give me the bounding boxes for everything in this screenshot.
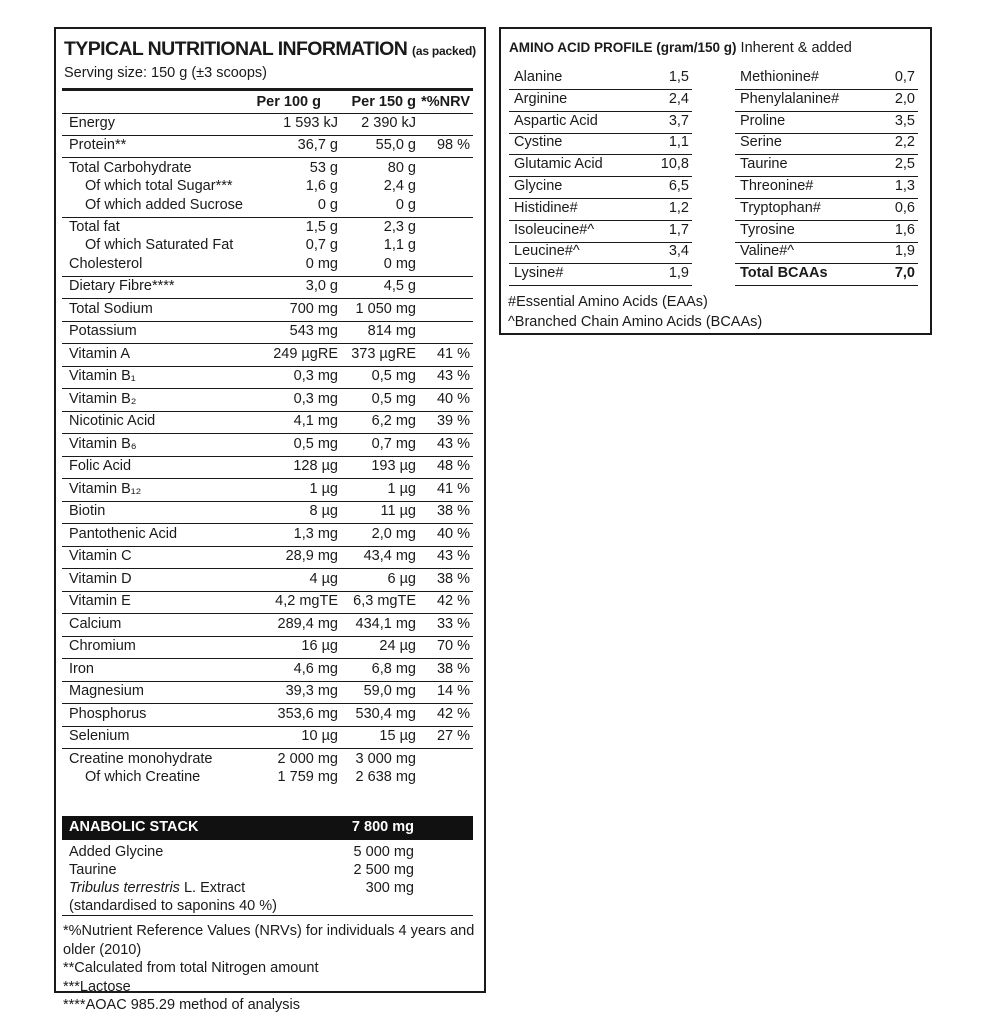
amino-row xyxy=(509,132,692,155)
nutrition-row xyxy=(62,569,473,592)
nutrition-row xyxy=(62,195,473,218)
amino-row xyxy=(509,89,692,112)
per-100-value: 8 µg xyxy=(309,503,338,519)
amino-acid-name: Methionine# xyxy=(740,69,819,85)
nrv-value: 14 % xyxy=(436,683,470,699)
nutrition-title-note: (as packed) xyxy=(412,44,476,58)
nrv-value: 42 % xyxy=(436,706,470,722)
amino-acid-value: 2,5 xyxy=(894,156,915,173)
per-100-value: 4,2 mgTE xyxy=(275,593,338,609)
stack-item-name: Taurine xyxy=(69,862,117,878)
nutrient-name: Iron xyxy=(69,661,94,677)
per-100-value: 2 000 mg xyxy=(277,751,338,767)
nutrient-name: Folic Acid xyxy=(69,458,132,474)
amino-row xyxy=(735,241,918,264)
serving-size: Serving size: 150 g (±3 scoops) xyxy=(64,65,267,81)
amino-row xyxy=(509,220,692,243)
nutrient-name: Creatine monohydrate xyxy=(69,751,213,767)
amino-acid-name: Aspartic Acid xyxy=(514,112,598,129)
nutrient-name: Cholesterol xyxy=(69,256,143,272)
nutrition-row xyxy=(62,501,473,524)
amino-row xyxy=(735,176,918,199)
amino-acid-value: 1,1 xyxy=(668,134,689,151)
amino-row xyxy=(735,67,918,90)
nutrition-row xyxy=(62,299,473,322)
nutrition-row xyxy=(62,636,473,659)
amino-acid-value: 1,9 xyxy=(894,243,915,260)
amino-total-row xyxy=(735,263,918,286)
nutrition-row xyxy=(62,254,473,277)
nutrition-row xyxy=(62,389,473,412)
nutrient-name: Of which Creatine xyxy=(85,769,201,785)
nutrient-name: Potassium xyxy=(69,323,137,339)
amino-acid-value: 0,7 xyxy=(894,69,915,85)
per-100-value: 39,3 mg xyxy=(285,683,338,699)
per-150-value: 2,0 mg xyxy=(371,526,416,542)
nutrient-name: Of which added Sucrose xyxy=(85,197,243,213)
per-150-value: 80 g xyxy=(387,160,416,176)
per-100-value: 28,9 mg xyxy=(285,548,338,564)
stack-item-name-italic: Tribulus terrestris xyxy=(69,880,180,896)
per-150-value: 0 mg xyxy=(383,256,416,272)
per-100-value: 0,3 mg xyxy=(293,391,338,407)
amino-row xyxy=(735,154,918,177)
per-150-value: 24 µg xyxy=(379,638,416,654)
per-150-value: 6,8 mg xyxy=(371,661,416,677)
per-100-value: 0,5 mg xyxy=(293,436,338,452)
nutrient-name: Vitamin D xyxy=(69,571,132,587)
per-100-value: 1 µg xyxy=(309,481,338,497)
nutrient-name: Vitamin B₂ xyxy=(69,391,137,407)
stack-item-value: 300 mg xyxy=(365,880,414,896)
per-150-value: 373 µgRE xyxy=(351,346,416,362)
stack-total: 7 800 mg xyxy=(351,819,414,835)
amino-acid-value: 2,4 xyxy=(668,90,689,107)
per-150-value: 1 050 mg xyxy=(355,301,416,317)
amino-row xyxy=(509,111,692,134)
amino-row xyxy=(735,89,918,112)
nutrition-row xyxy=(62,546,473,569)
header-per-150: Per 150 g xyxy=(351,94,416,110)
per-100-value: 1,6 g xyxy=(305,178,338,194)
nutrient-name: Total fat xyxy=(69,219,120,235)
per-100-value: 289,4 mg xyxy=(277,616,338,632)
per-150-value: 0,5 mg xyxy=(371,391,416,407)
nutrition-row xyxy=(62,366,473,389)
amino-row xyxy=(509,67,692,90)
per-100-value: 543 mg xyxy=(289,323,338,339)
amino-acid-name: Leucine#^ xyxy=(514,243,580,260)
nutrition-header-row xyxy=(62,88,473,114)
nutrition-row xyxy=(62,321,473,344)
nrv-value: 40 % xyxy=(436,391,470,407)
amino-acid-value: 2,0 xyxy=(894,90,915,107)
per-100-value: 700 mg xyxy=(289,301,338,317)
nutrient-name: Vitamin B₁₂ xyxy=(69,481,142,497)
amino-row xyxy=(735,132,918,155)
amino-acid-value: 1,7 xyxy=(668,221,689,238)
per-150-value: 0,7 mg xyxy=(371,436,416,452)
nutrition-row xyxy=(62,344,473,367)
nutrient-name: Vitamin B₁ xyxy=(69,368,136,384)
amino-acid-value: 1,6 xyxy=(894,221,915,238)
amino-acid-value: 3,4 xyxy=(668,243,689,260)
per-100-value: 3,0 g xyxy=(305,278,338,294)
amino-acid-value: 3,7 xyxy=(668,112,689,129)
per-150-value: 1 µg xyxy=(387,481,416,497)
nutrient-name: Chromium xyxy=(69,638,136,654)
nutrient-name: Nicotinic Acid xyxy=(69,413,156,429)
amino-row xyxy=(509,154,692,177)
per-150-value: 6,3 mgTE xyxy=(353,593,416,609)
per-150-value: 0,5 mg xyxy=(371,368,416,384)
amino-acid-value: 3,5 xyxy=(894,112,915,129)
nrv-value: 98 % xyxy=(436,137,470,153)
nutrient-name: Total Carbohydrate xyxy=(69,160,192,176)
nutrient-name: Calcium xyxy=(69,616,122,632)
stack-item xyxy=(62,862,473,880)
nrv-value: 43 % xyxy=(436,436,470,452)
amino-acid-name: Arginine xyxy=(514,90,568,107)
amino-footnotes xyxy=(508,292,762,332)
stack-item-name-rest: L. Extract xyxy=(179,880,246,896)
per-100-value: 1 759 mg xyxy=(277,769,338,785)
nutrition-row xyxy=(62,524,473,547)
amino-acid-value: 10,8 xyxy=(660,156,689,173)
amino-acid-name: Lysine# xyxy=(514,265,564,282)
per-150-value: 2 638 mg xyxy=(355,769,416,785)
footnote: ****AOAC 985.29 method of analysis xyxy=(63,997,300,1013)
nrv-value: 43 % xyxy=(436,548,470,564)
nrv-value: 40 % xyxy=(436,526,470,542)
amino-acid-value: 1,2 xyxy=(668,199,689,216)
per-150-value: 6 µg xyxy=(387,571,416,587)
nrv-value: 39 % xyxy=(436,413,470,429)
nutrition-row xyxy=(62,434,473,457)
nutrition-row xyxy=(62,659,473,682)
per-150-value: 59,0 mg xyxy=(363,683,416,699)
nutrition-row xyxy=(62,479,473,502)
amino-footnote: #Essential Amino Acids (EAAs) xyxy=(508,294,708,310)
per-150-value: 193 µg xyxy=(371,458,416,474)
amino-acid-name: Cystine xyxy=(514,134,563,151)
nutrient-name: Protein** xyxy=(69,137,127,153)
per-100-value: 1,3 mg xyxy=(293,526,338,542)
per-100-value: 0,3 mg xyxy=(293,368,338,384)
amino-acid-value: 0,6 xyxy=(894,199,915,216)
nutrition-row xyxy=(62,767,473,789)
nutrition-row xyxy=(62,276,473,299)
nutrient-name: Total Sodium xyxy=(69,301,153,317)
per-100-value: 128 µg xyxy=(293,458,338,474)
nutrition-title-text: TYPICAL NUTRITIONAL INFORMATION xyxy=(64,38,408,60)
nrv-value: 27 % xyxy=(436,728,470,744)
per-100-value: 1 593 kJ xyxy=(283,115,338,131)
nutrition-row xyxy=(62,411,473,434)
per-150-value: 55,0 g xyxy=(375,137,416,153)
amino-acid-name: Proline xyxy=(740,112,786,129)
nutrient-name: Selenium xyxy=(69,728,130,744)
per-100-value: 249 µgRE xyxy=(273,346,338,362)
nrv-value: 38 % xyxy=(436,503,470,519)
per-100-value: 53 g xyxy=(309,160,338,176)
per-150-value: 0 g xyxy=(395,197,416,213)
nutrient-name: Phosphorus xyxy=(69,706,147,722)
nrv-value: 42 % xyxy=(436,593,470,609)
amino-row xyxy=(509,198,692,221)
nutrient-name: Dietary Fibre**** xyxy=(69,278,175,294)
nrv-value: 41 % xyxy=(436,481,470,497)
nutrition-row xyxy=(62,704,473,727)
nutrient-name: Of which Saturated Fat xyxy=(85,237,234,253)
amino-acid-name: Tryptophan# xyxy=(740,199,821,216)
nutrient-name: Vitamin E xyxy=(69,593,131,609)
per-100-value: 16 µg xyxy=(301,638,338,654)
nrv-value: 33 % xyxy=(436,616,470,632)
amino-acid-name: Alanine xyxy=(514,69,563,85)
amino-acid-name: Serine xyxy=(740,134,782,151)
per-150-value: 2,4 g xyxy=(383,178,416,194)
per-100-value: 4,6 mg xyxy=(293,661,338,677)
footnote: ***Lactose xyxy=(63,978,131,995)
anabolic-stack-bar xyxy=(62,816,473,840)
per-100-value: 4,1 mg xyxy=(293,413,338,429)
nutrient-name: Energy xyxy=(69,115,115,131)
nutrition-panel xyxy=(54,27,486,1013)
amino-acid-name: Valine#^ xyxy=(740,243,795,260)
stack-item-name: (standardised to saponins 40 %) xyxy=(69,898,277,914)
amino-acid-value: 7,0 xyxy=(894,265,915,282)
amino-acid-value: 1,5 xyxy=(668,69,689,85)
amino-acid-value: 2,2 xyxy=(894,134,915,151)
nrv-value: 38 % xyxy=(436,571,470,587)
per-150-value: 11 µg xyxy=(380,503,416,519)
stack-item-value: 5 000 mg xyxy=(353,844,414,860)
nutrition-row xyxy=(62,681,473,704)
per-150-value: 4,5 g xyxy=(383,278,416,294)
nutrient-name: Vitamin A xyxy=(69,346,130,362)
amino-acid-name: Total BCAAs xyxy=(740,265,828,282)
nrv-value: 41 % xyxy=(436,346,470,362)
per-150-value: 15 µg xyxy=(379,728,416,744)
per-100-value: 1,5 g xyxy=(305,219,338,235)
stack-label: ANABOLIC STACK xyxy=(69,819,199,835)
nutrient-name: Vitamin B₆ xyxy=(69,436,137,452)
amino-row xyxy=(735,220,918,243)
stack-item xyxy=(62,898,473,916)
nutrient-name: Vitamin C xyxy=(69,548,132,564)
stack-item-name xyxy=(69,880,245,896)
amino-acid-name: Tyrosine xyxy=(740,221,795,238)
per-150-value: 2,3 g xyxy=(383,219,416,235)
per-150-value: 43,4 mg xyxy=(363,548,416,564)
nutrition-row xyxy=(62,726,473,749)
per-100-value: 10 µg xyxy=(301,728,338,744)
footnote: **Calculated from total Nitrogen amount xyxy=(63,960,319,976)
stack-item xyxy=(62,844,473,862)
amino-acid-value: 1,3 xyxy=(894,178,915,194)
nutrition-row xyxy=(62,614,473,637)
amino-title-rest: Inherent & added xyxy=(736,40,852,56)
nrv-value: 43 % xyxy=(436,368,470,384)
per-150-value: 2 390 kJ xyxy=(361,115,416,131)
per-150-value: 814 mg xyxy=(367,323,416,339)
amino-title-bold: AMINO ACID PROFILE (gram/150 g) xyxy=(509,40,737,55)
per-100-value: 0,7 g xyxy=(305,237,338,253)
per-100-value: 0 g xyxy=(317,197,338,213)
per-100-value: 353,6 mg xyxy=(277,706,338,722)
per-150-value: 1,1 g xyxy=(383,237,416,253)
amino-acid-name: Threonine# xyxy=(740,178,814,194)
nutrition-title xyxy=(64,38,476,61)
per-100-value: 0 mg xyxy=(305,256,338,272)
header-per-100: Per 100 g xyxy=(256,94,321,110)
per-150-value: 6,2 mg xyxy=(371,413,416,429)
amino-acid-name: Histidine# xyxy=(514,199,578,216)
amino-acid-name: Taurine xyxy=(740,156,788,173)
nrv-value: 70 % xyxy=(436,638,470,654)
nutrition-row xyxy=(62,113,473,136)
per-100-value: 36,7 g xyxy=(297,137,338,153)
per-150-value: 530,4 mg xyxy=(355,706,416,722)
per-150-value: 434,1 mg xyxy=(355,616,416,632)
nutrition-row xyxy=(62,456,473,479)
amino-acid-value: 1,9 xyxy=(668,265,689,282)
stack-item-value: 2 500 mg xyxy=(353,862,414,878)
nutrition-row xyxy=(62,591,473,614)
amino-acid-panel xyxy=(499,27,932,335)
amino-acid-value: 6,5 xyxy=(668,178,689,194)
nutrient-name: Magnesium xyxy=(69,683,144,699)
stack-item xyxy=(62,880,473,898)
stack-item-name: Added Glycine xyxy=(69,844,164,860)
amino-row xyxy=(509,263,692,286)
amino-acid-name: Phenylalanine# xyxy=(740,90,840,107)
amino-row xyxy=(509,241,692,264)
amino-row xyxy=(735,198,918,221)
stack-divider xyxy=(62,915,473,916)
nutrient-name: Biotin xyxy=(69,503,106,519)
header-nrv: *%NRV xyxy=(421,94,470,110)
amino-acid-name: Isoleucine#^ xyxy=(514,221,595,238)
per-100-value: 4 µg xyxy=(309,571,338,587)
nrv-value: 38 % xyxy=(436,661,470,677)
amino-footnote: ^Branched Chain Amino Acids (BCAAs) xyxy=(508,314,763,330)
per-150-value: 3 000 mg xyxy=(355,751,416,767)
amino-acid-name: Glutamic Acid xyxy=(514,156,603,173)
amino-acid-name: Glycine xyxy=(514,178,563,194)
nutrient-name: Pantothenic Acid xyxy=(69,526,178,542)
amino-row xyxy=(509,176,692,199)
amino-title xyxy=(509,40,852,56)
amino-row xyxy=(735,111,918,134)
nutrient-name: Of which total Sugar*** xyxy=(85,178,233,194)
footnote: *%Nutrient Reference Values (NRVs) for individuals 4 years and older (2010) xyxy=(63,923,475,958)
nutrition-footnotes xyxy=(63,922,475,1015)
nrv-value: 48 % xyxy=(436,458,470,474)
nutrition-row xyxy=(62,135,473,158)
